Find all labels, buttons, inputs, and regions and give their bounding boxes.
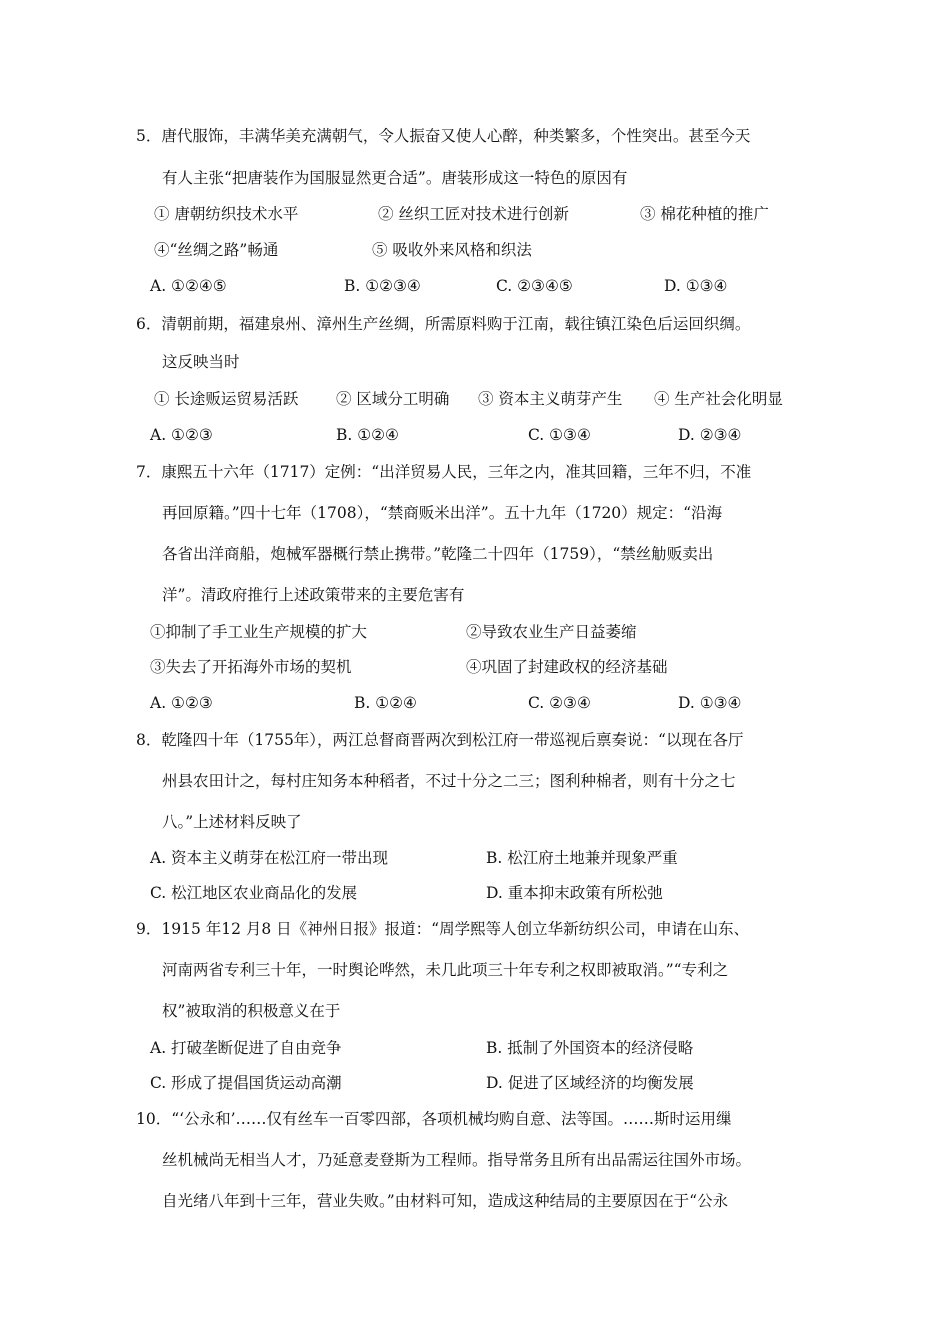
choice-c: C. ①③④ bbox=[528, 426, 591, 444]
statement-3: ③ 资本主义萌芽产生 bbox=[478, 390, 623, 408]
choice-c: C. 松江地区农业商品化的发展 bbox=[150, 884, 358, 902]
question-10-stem-line-3: 自光绪八年到十三年，营业失败。”由材料可知，造成这种结局的主要原因在于“公永 bbox=[162, 1192, 729, 1210]
choice-a: A. ①②③ bbox=[150, 426, 213, 444]
question-10-stem-line-1: 10．“‘公永和’……仅有丝车一百零四部，各项机械均购自意、法等国。……斯时运用缫 bbox=[136, 1110, 732, 1128]
choice-a: A. ①②③ bbox=[150, 694, 213, 712]
statement-4: ④巩固了封建政权的经济基础 bbox=[466, 658, 668, 676]
choice-b: B. ①②④ bbox=[336, 426, 399, 444]
question-9-stem-line-2: 河南两省专利三十年，一时舆论哗然，未几此项三十年专利之权即被取消。”“专利之 bbox=[162, 961, 729, 979]
choice-c: C. ②③④⑤ bbox=[496, 277, 573, 295]
choice-d: D. ②③④ bbox=[678, 426, 742, 444]
question-8-stem-line-2: 州县农田计之，每村庄知务本种稻者，不过十分之二三；图利种棉者，则有十分之七 bbox=[162, 772, 736, 790]
choice-a: A. 资本主义萌芽在松江府一带出现 bbox=[150, 849, 389, 867]
statement-2: ② 区域分工明确 bbox=[336, 390, 450, 408]
statement-4: ④“丝绸之路”畅通 bbox=[154, 241, 279, 259]
choice-d: D. 重本抑末政策有所松弛 bbox=[486, 884, 663, 902]
choice-c: C. 形成了提倡国货运动高潮 bbox=[150, 1074, 342, 1092]
statement-1: ① 唐朝纺织技术水平 bbox=[154, 205, 299, 223]
statement-3: ③失去了开拓海外市场的契机 bbox=[150, 658, 352, 676]
question-7-stem-line-4: 洋”。清政府推行上述政策带来的主要危害有 bbox=[162, 586, 465, 604]
choice-a: A. 打破垄断促进了自由竞争 bbox=[150, 1039, 342, 1057]
statement-4: ④ 生产社会化明显 bbox=[654, 390, 783, 408]
question-8-stem-line-3: 八。”上述材料反映了 bbox=[162, 813, 302, 831]
question-9-stem-line-1: 9．1915 年12 月8 日《神州日报》报道：“周学熙等人创立华新纺织公司，申请在山东、 bbox=[136, 920, 750, 938]
question-8-stem-line-1: 8．乾隆四十年（1755年），两江总督商晋两次到松江府一带巡视后禀奏说：“以现在各厅 bbox=[136, 731, 744, 749]
statement-2: ② 丝织工匠对技术进行创新 bbox=[378, 205, 569, 223]
question-6-stem-line-1: 6．清朝前期，福建泉州、漳州生产丝绸，所需原料购于江南，载往镇江染色后运回织绸。 bbox=[136, 315, 751, 333]
question-7-stem-line-3: 各省出洋商船，炮械军器概行禁止携带。”乾隆二十四年（1759），“禁丝觔贩卖出 bbox=[162, 545, 714, 563]
question-5-stem-line-1: 5．唐代服饰，丰满华美充满朝气，令人振奋又使人心醉，种类繁多，个性突出。甚至今天 bbox=[136, 127, 751, 145]
statement-5: ⑤ 吸收外来风格和织法 bbox=[372, 241, 532, 259]
statement-2: ②导致农业生产日益萎缩 bbox=[466, 623, 637, 641]
statement-1: ①抑制了手工业生产规模的扩大 bbox=[150, 623, 368, 641]
choice-d: D. 促进了区域经济的均衡发展 bbox=[486, 1074, 694, 1092]
statement-1: ① 长途贩运贸易活跃 bbox=[154, 390, 299, 408]
choice-b: B. 松江府土地兼并现象严重 bbox=[486, 849, 678, 867]
choice-d: D. ①③④ bbox=[664, 277, 728, 295]
choice-c: C. ②③④ bbox=[528, 694, 591, 712]
question-5-stem-line-2: 有人主张“把唐装作为国服显然更合适”。唐装形成这一特色的原因有 bbox=[162, 169, 628, 187]
question-7-stem-line-1: 7．康熙五十六年（1717）定例：“出洋贸易人民，三年之内，准其回籍，三年不归，不准 bbox=[136, 463, 752, 481]
question-7-stem-line-2: 再回原籍。”四十七年（1708），“禁商贩米出洋”。五十九年（1720）规定：“沿海 bbox=[162, 504, 723, 522]
question-6-stem-line-2: 这反映当时 bbox=[162, 353, 240, 371]
question-10-stem-line-2: 丝机械尚无相当人才，乃延意麦登斯为工程师。指导常务且所有出品需运往国外市场。 bbox=[162, 1151, 752, 1169]
question-9-stem-line-3: 权”被取消的积极意义在于 bbox=[162, 1002, 341, 1020]
choice-d: D. ①③④ bbox=[678, 694, 742, 712]
choice-b: B. ①②③④ bbox=[344, 277, 421, 295]
statement-3: ③ 棉花种植的推广 bbox=[640, 205, 769, 223]
choice-a: A. ①②④⑤ bbox=[150, 277, 227, 295]
choice-b: B. ①②④ bbox=[354, 694, 417, 712]
choice-b: B. 抵制了外国资本的经济侵略 bbox=[486, 1039, 694, 1057]
